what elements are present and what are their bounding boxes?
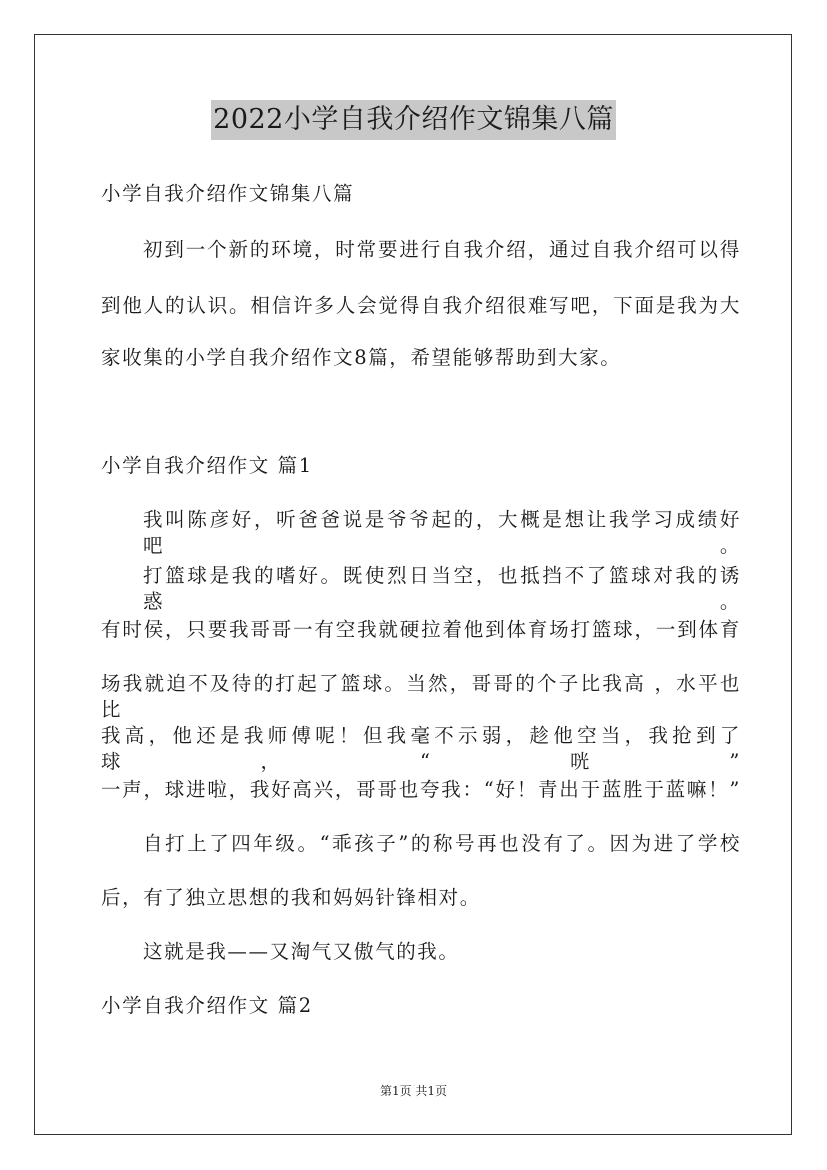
paragraph-line: 初到一个新的环境，时常要进行自我介绍，通过自我介绍可以得 [143, 238, 741, 261]
paragraph-line: 家收集的小学自我介绍作文8篇，希望能够帮助到大家。 [101, 346, 622, 369]
paragraph-line: 打篮球是我的嗜好。既使烈日当空，也抵挡不了篮球对我的诱惑。 [143, 564, 741, 613]
paragraph-line: 我叫陈彦好，听爸爸说是爷爷起的，大概是想让我学习成绩好吧。 [143, 508, 741, 557]
paragraph-line: 一声，球进啦，我好高兴，哥哥也夸我：“好！青出于蓝胜于蓝嘛！” [101, 778, 741, 801]
document-title: 2022小学自我介绍作文锦集八篇 [211, 100, 616, 140]
section-heading: 小学自我介绍作文 篇1 [101, 454, 313, 477]
paragraph-line: 有时侯，只要我哥哥一有空我就硬拉着他到体育场打篮球，一到体育 [101, 618, 741, 641]
section-heading: 小学自我介绍作文 篇2 [101, 994, 313, 1017]
title-container [0, 100, 827, 140]
paragraph-line: 后，有了独立思想的我和妈妈针锋相对。 [101, 886, 481, 909]
subtitle-line: 小学自我介绍作文锦集八篇 [101, 182, 355, 205]
paragraph-line: 场我就迫不及待的打起了篮球。当然，哥哥的个子比我高 ，水平也比 [101, 672, 741, 721]
paragraph-line: 我高，他还是我师傅呢！但我毫不示弱，趁他空当，我抢到了球，“咣” [101, 724, 741, 773]
paragraph-line: 到他人的认识。相信许多人会觉得自我介绍很难写吧，下面是我为大 [101, 294, 741, 317]
paragraph-line: 自打上了四年级。“乖孩子”的称号再也没有了。因为进了学校 [143, 832, 741, 855]
paragraph-line: 这就是我——又淘气又傲气的我。 [143, 940, 460, 963]
page-footer: 第1页 共1页 [379, 1084, 448, 1098]
